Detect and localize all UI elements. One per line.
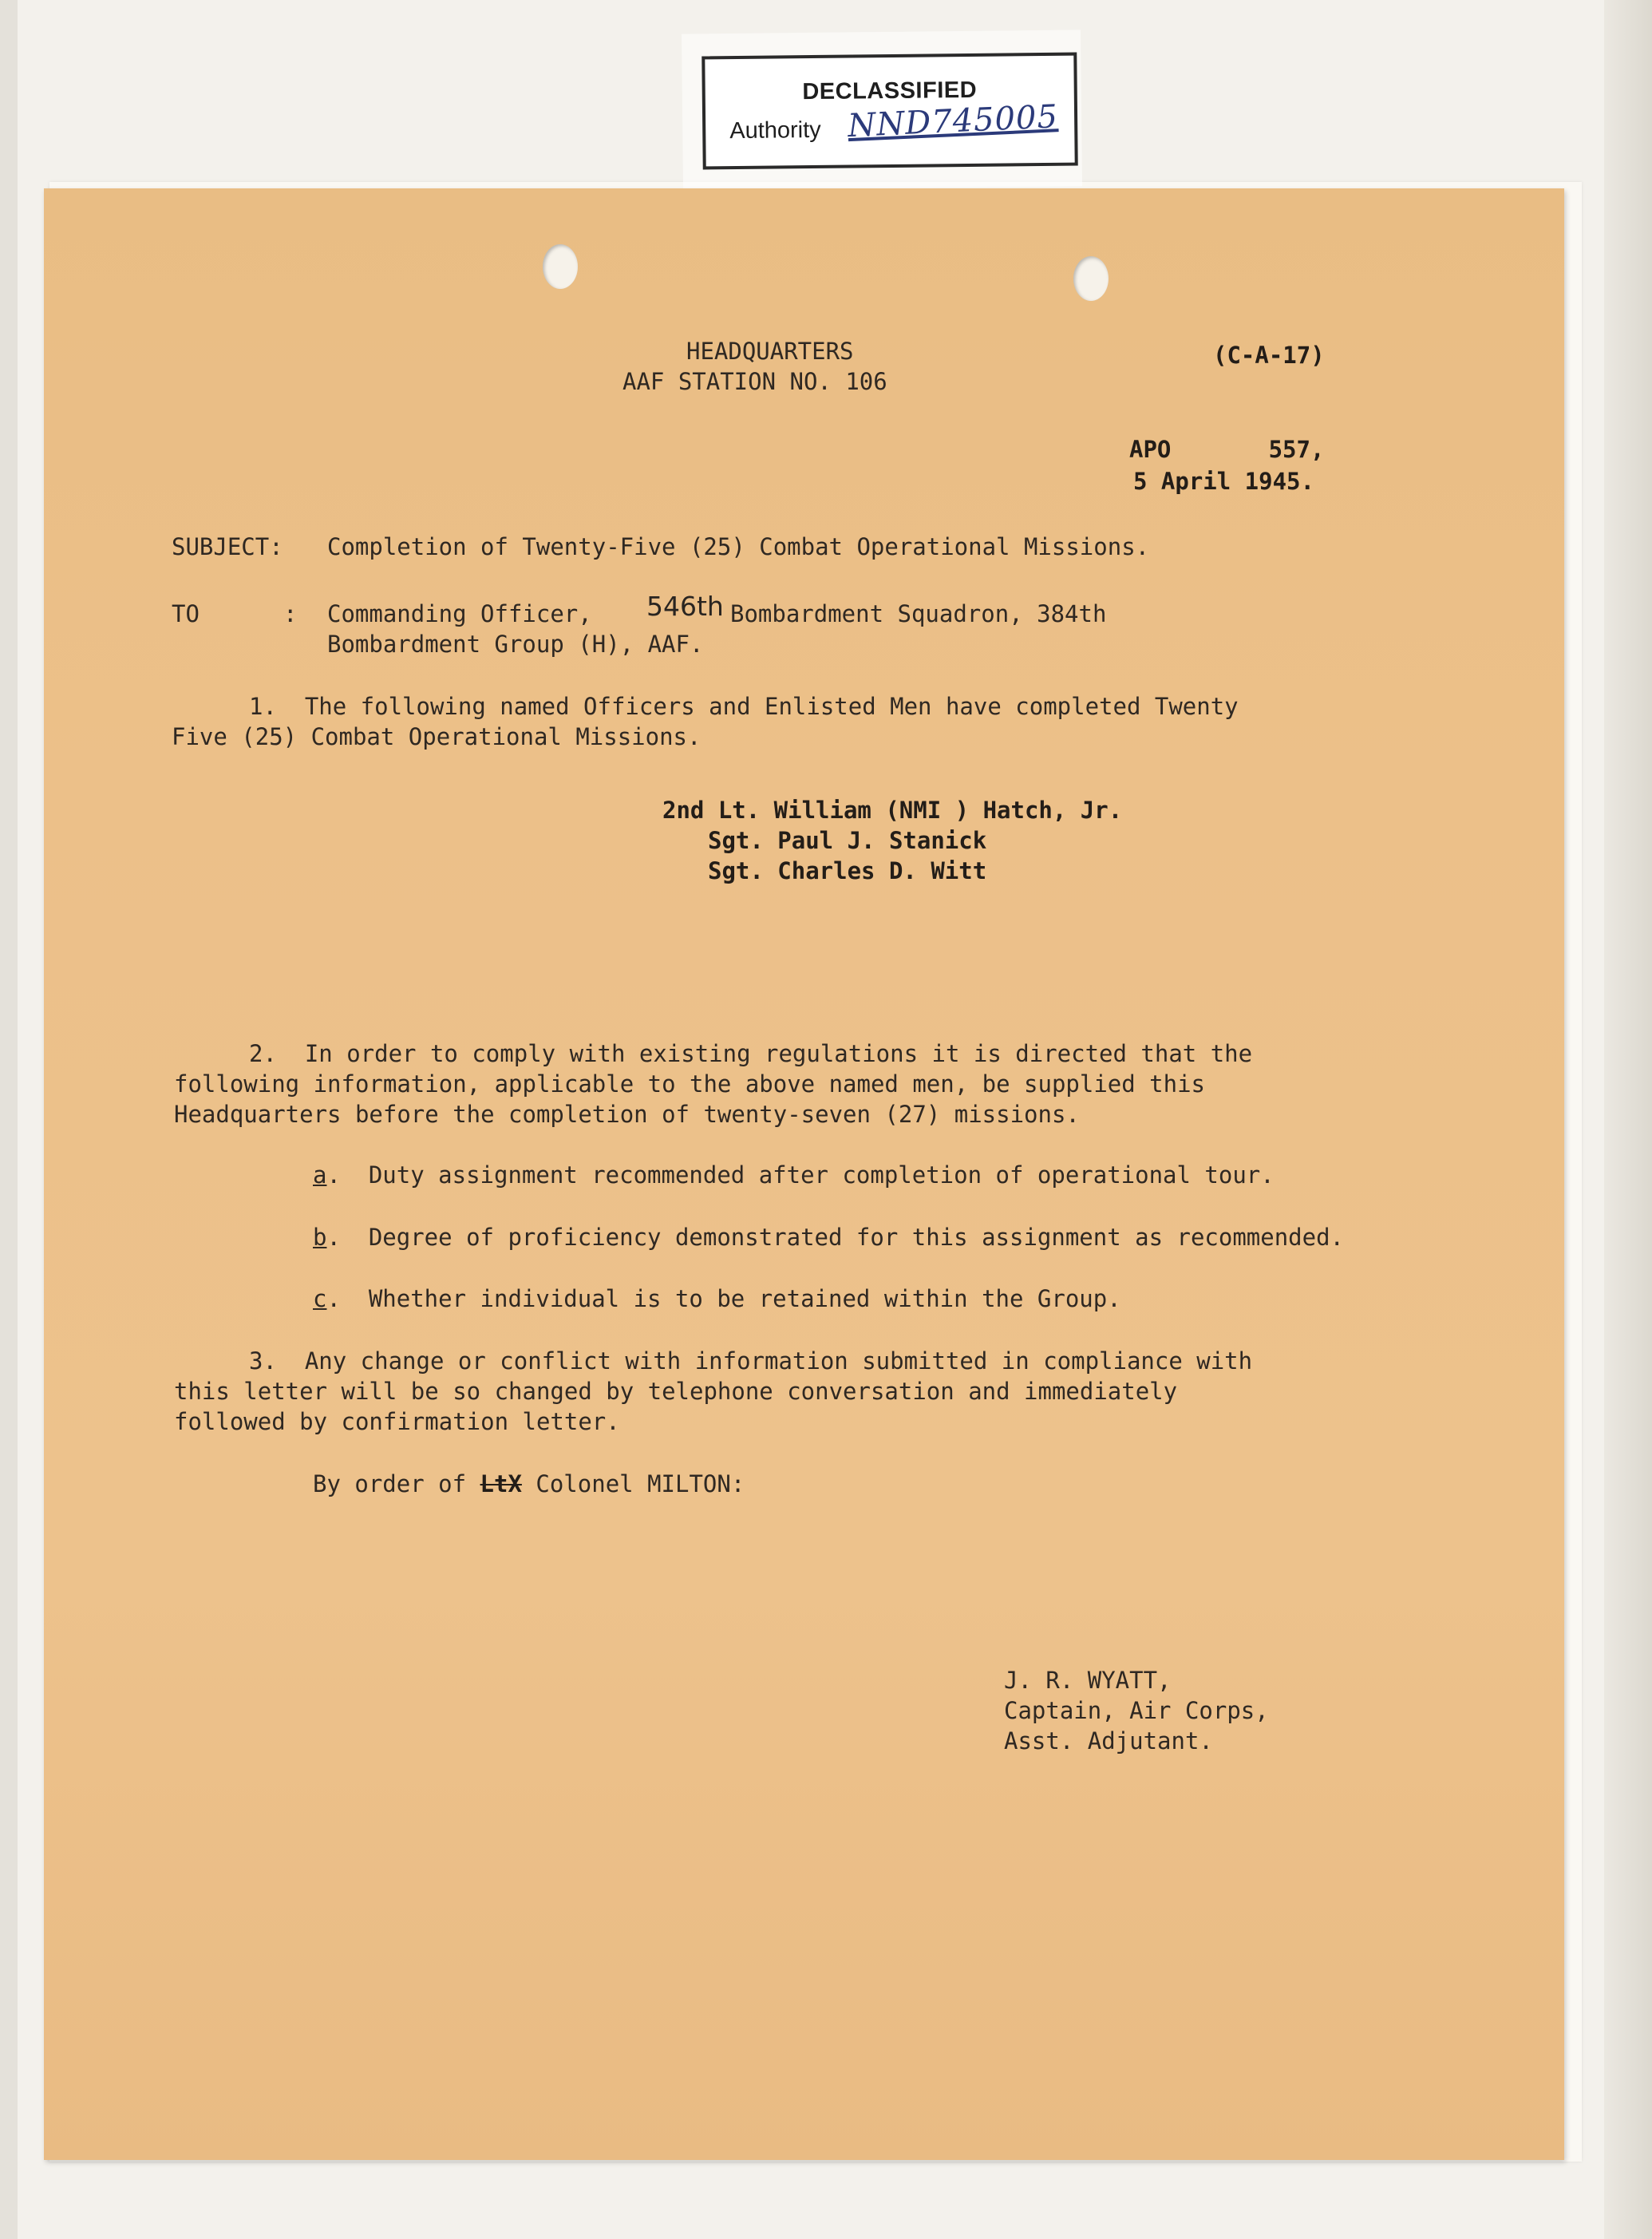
- name-witt: Sgt. Charles D. Witt: [708, 857, 987, 884]
- para3-line-1: 3. Any change or conflict with information submitted in compliance with: [249, 1347, 1253, 1375]
- backdrop-right-edge: [1604, 0, 1652, 2239]
- subject-text: Completion of Twenty-Five (25) Combat Operational Missions.: [327, 533, 1150, 560]
- header-line-2: AAF STATION NO. 106: [622, 368, 887, 395]
- stamp-title: DECLASSIFIED: [802, 77, 978, 105]
- to-colon: :: [283, 600, 298, 627]
- item-a-text: . Duty assignment recommended after completion of operational tour.: [326, 1161, 1275, 1189]
- document-page: [44, 188, 1564, 2160]
- punch-hole-right: [1073, 256, 1109, 301]
- para2-line-1: 2. In order to comply with existing regulations it is directed that the: [249, 1040, 1253, 1067]
- item-c-letter: c: [313, 1285, 327, 1312]
- by-order-prefix: By order of: [313, 1470, 467, 1497]
- declassified-stamp: [702, 53, 1077, 170]
- header-line-1: HEADQUARTERS: [686, 338, 854, 365]
- file-code: (C-A-17): [1213, 342, 1325, 369]
- name-hatch: 2nd Lt. William (NMI ) Hatch, Jr.: [662, 797, 1123, 824]
- item-c-text: . Whether individual is to be retained within the Group.: [326, 1285, 1121, 1312]
- name-stanick: Sgt. Paul J. Stanick: [708, 827, 987, 854]
- by-order-line: [313, 1469, 745, 1499]
- signature-rank: Captain, Air Corps,: [1004, 1697, 1269, 1724]
- para2-line-3: Headquarters before the completion of twenty-seven (27) missions.: [174, 1101, 1080, 1128]
- item-b: [313, 1222, 1344, 1252]
- letter-date: 5 April 1945.: [1133, 468, 1314, 495]
- to-line-1b: Bombardment Squadron, 384th: [730, 600, 1107, 627]
- squadron-number-handwritten: 546th: [646, 591, 724, 622]
- to-line-1a: Commanding Officer,: [327, 600, 592, 627]
- para3-line-2: this letter will be so changed by telephone conversation and immediately: [174, 1378, 1178, 1405]
- punch-hole-left: [543, 244, 578, 289]
- to-label: TO: [172, 600, 200, 627]
- para1-line-2: Five (25) Combat Operational Missions.: [172, 723, 702, 750]
- item-b-text: . Degree of proficiency demonstrated for this assignment as recommended.: [326, 1224, 1345, 1251]
- by-order-suffix: Colonel MILTON:: [536, 1470, 745, 1497]
- signature-name: J. R. WYATT,: [1004, 1667, 1172, 1694]
- stamp-authority-label: Authority: [729, 117, 821, 144]
- item-a-letter: a: [313, 1161, 327, 1189]
- to-line-2: Bombardment Group (H), AAF.: [327, 631, 704, 658]
- subject-label: SUBJECT:: [172, 533, 283, 560]
- apo-number: APO 557,: [1129, 436, 1325, 463]
- para2-line-2: following information, applicable to the above named men, be supplied this: [174, 1070, 1206, 1098]
- item-b-letter: b: [313, 1224, 327, 1251]
- struck-through-text: LtX: [480, 1470, 522, 1497]
- item-c: [313, 1284, 1121, 1314]
- para1-line-1: 1. The following named Officers and Enlisted Men have completed Twenty: [249, 693, 1239, 720]
- stamp-authority-number: NND745005: [847, 98, 1059, 145]
- item-a: [313, 1160, 1275, 1190]
- signature-title: Asst. Adjutant.: [1004, 1727, 1213, 1754]
- para3-line-3: followed by confirmation letter.: [174, 1408, 620, 1435]
- backdrop-left-edge: [0, 0, 18, 2239]
